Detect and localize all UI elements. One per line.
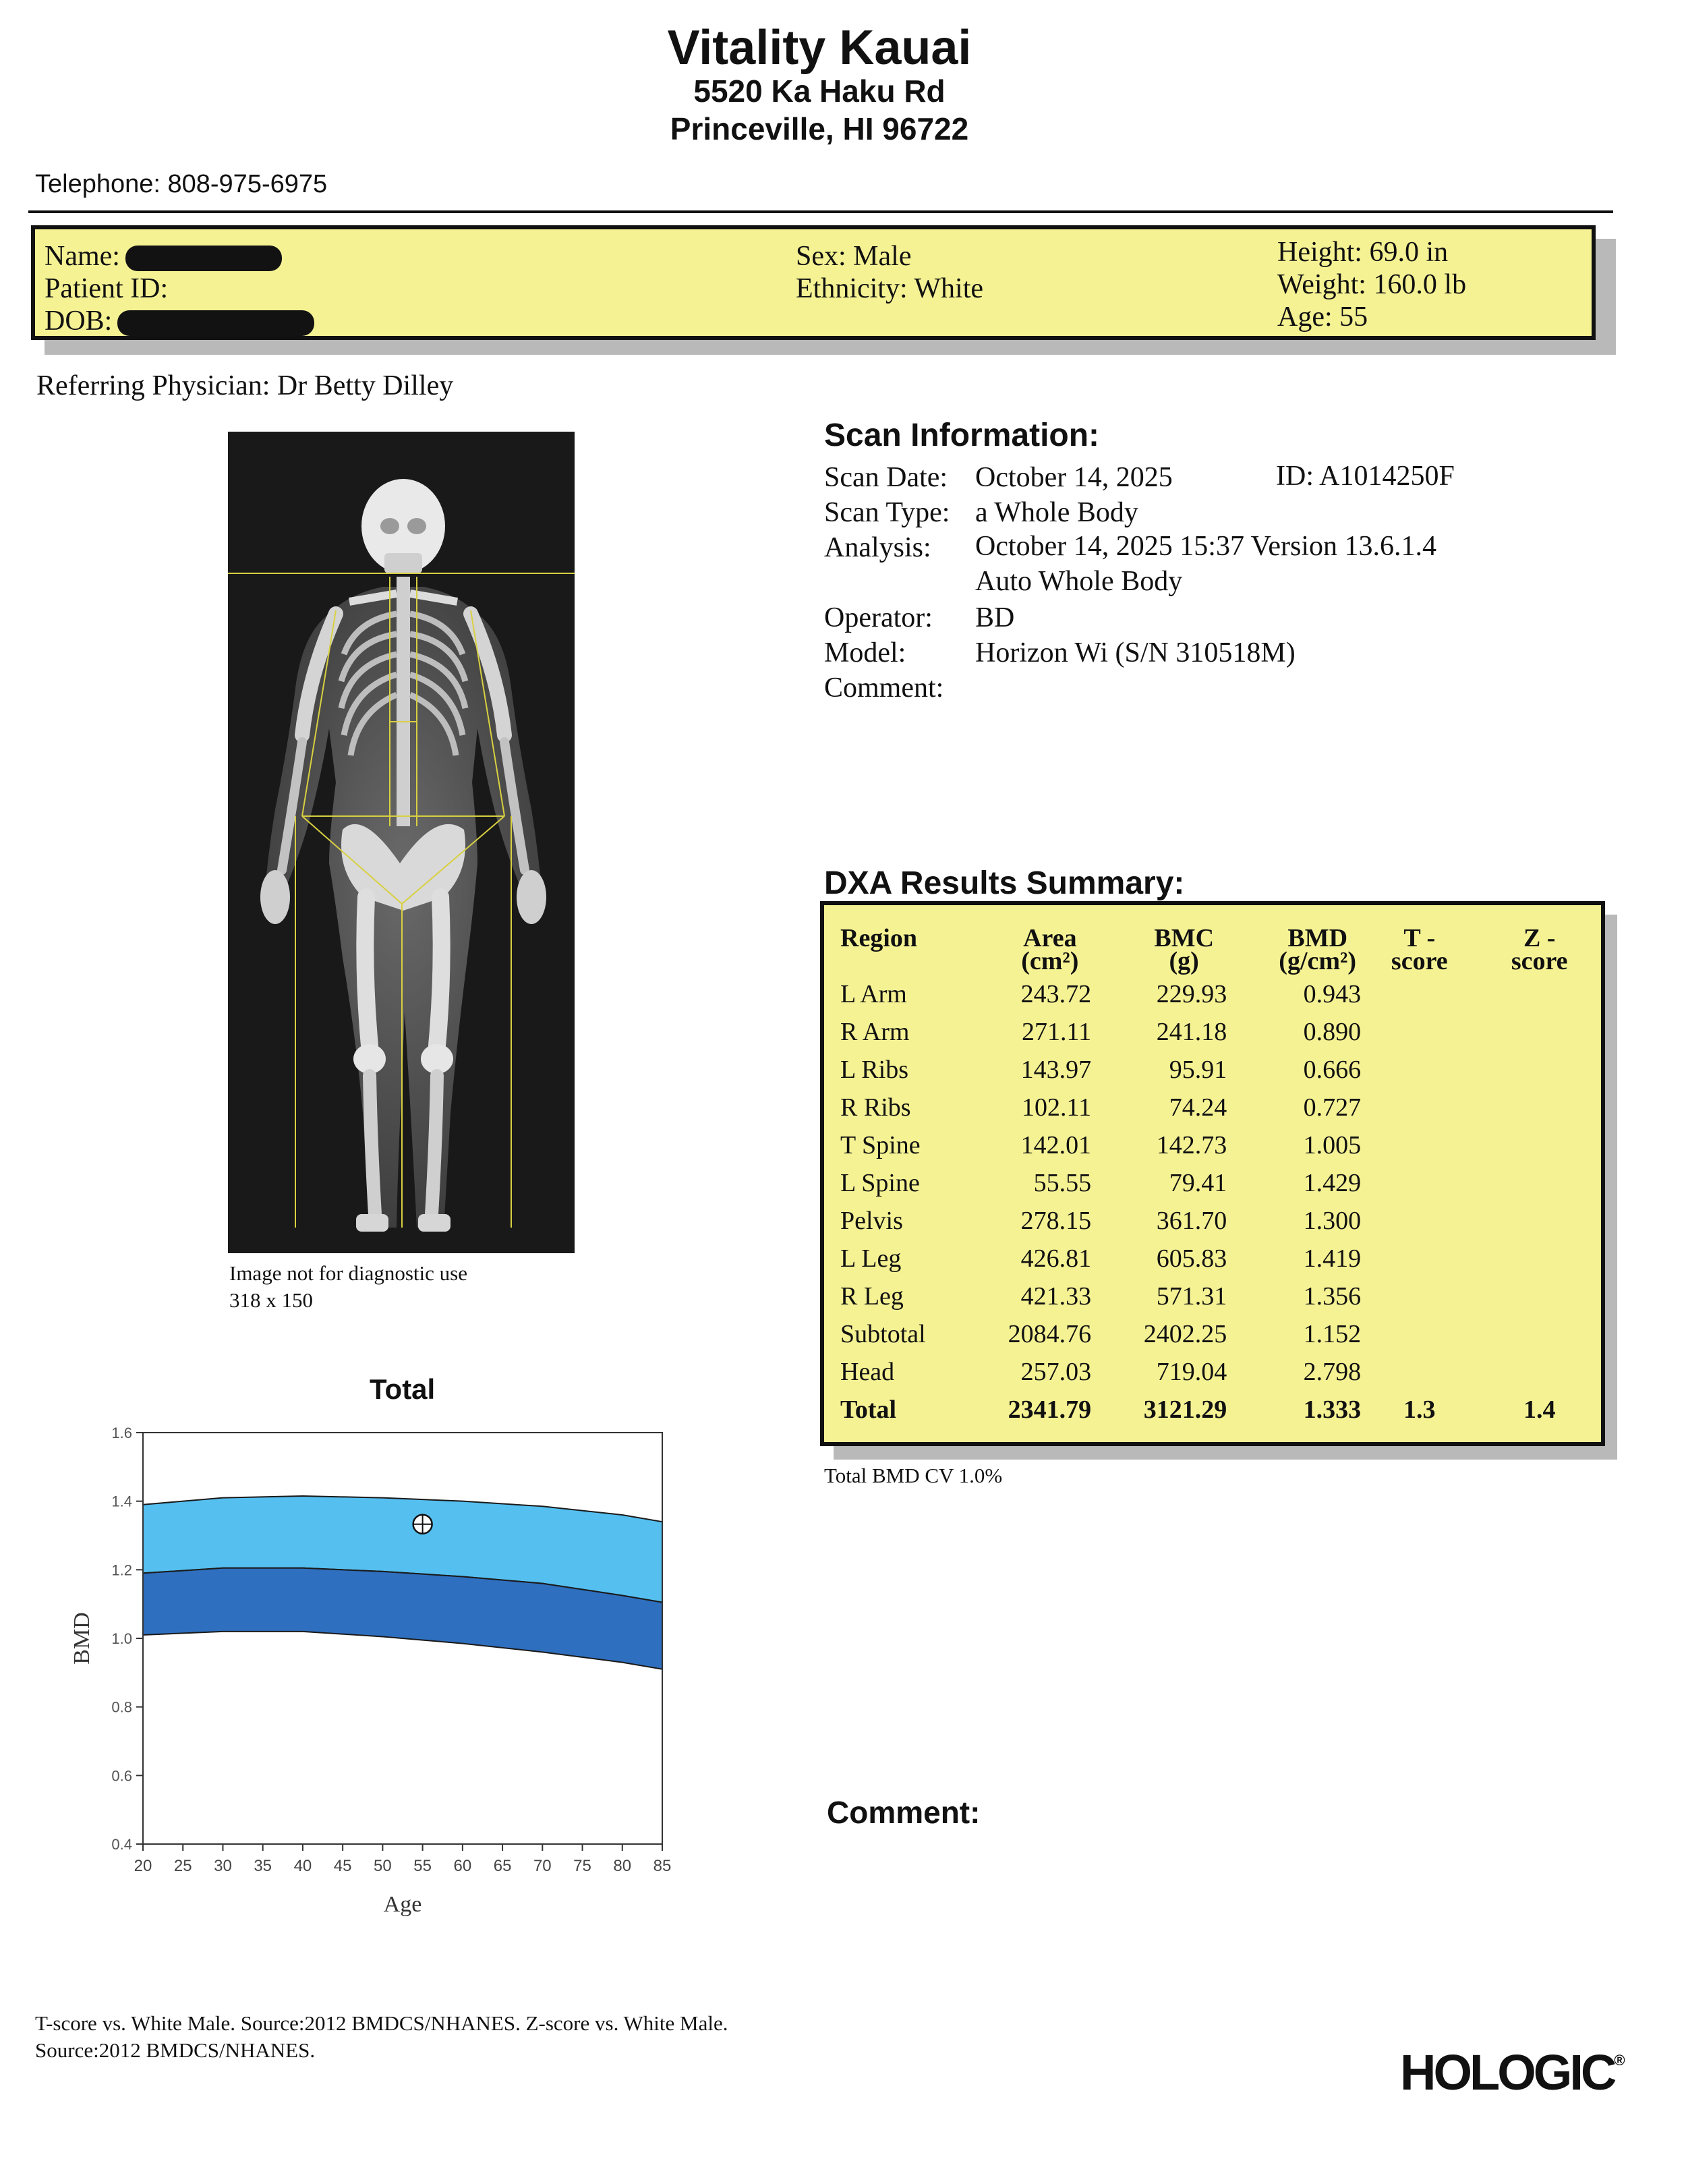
cell-t-score: 1.3	[1403, 1396, 1436, 1424]
cell-bmc: 571.31	[1156, 1282, 1227, 1311]
table-row	[824, 1164, 1601, 1202]
table-row	[824, 1240, 1601, 1277]
cell-bmd: 1.300	[1303, 1207, 1362, 1235]
patient-age: Age: 55	[1277, 301, 1368, 333]
analysis-value-line2: Auto Whole Body	[975, 566, 1183, 597]
cell-region: Pelvis	[840, 1207, 903, 1235]
clinic-telephone: Telephone: 808-975-6975	[35, 170, 328, 198]
cell-area: 278.15	[1020, 1207, 1092, 1235]
patient-name-label: Name:	[45, 241, 120, 272]
col-header-z-score: Z - score	[1511, 924, 1568, 975]
header-divider	[28, 210, 1613, 213]
cell-bmd: 1.005	[1303, 1131, 1362, 1159]
cell-area: 2084.76	[1008, 1320, 1092, 1348]
cell-bmd: 0.727	[1303, 1093, 1362, 1122]
cell-bmc: 361.70	[1156, 1207, 1227, 1235]
cell-region: Head	[840, 1358, 895, 1386]
scan-info-title: Scan Information:	[824, 418, 1100, 453]
cell-t-score	[1361, 1353, 1478, 1391]
cell-bmd: 1.152	[1303, 1320, 1362, 1348]
y-tick-label: 1.0	[111, 1630, 132, 1647]
operator-value: BD	[975, 602, 1015, 633]
comment-section-label: Comment:	[827, 1795, 981, 1830]
cell-z-score	[1478, 1353, 1601, 1391]
cell-z-score	[1478, 1240, 1601, 1277]
cell-region: L Leg	[840, 1244, 902, 1273]
redaction-mark	[125, 246, 282, 271]
scan-type-label: Scan Type:	[824, 497, 950, 528]
cell-t-score	[1361, 1202, 1478, 1240]
cell-region: R Leg	[840, 1282, 904, 1311]
clinic-address-line1: 5520 Ka Haku Rd	[693, 74, 946, 109]
cell-z-score	[1478, 1051, 1601, 1089]
y-tick-label: 1.2	[111, 1561, 132, 1579]
chart-title: Total	[370, 1373, 436, 1405]
y-axis-label: BMD	[69, 1612, 94, 1665]
patient-weight: Weight: 160.0 lb	[1277, 269, 1467, 300]
x-axis-label: Age	[383, 1892, 422, 1917]
hologic-logo: HOLOGIC®	[1400, 2044, 1625, 2100]
cell-bmc: 605.83	[1156, 1244, 1227, 1273]
cell-z-score	[1478, 1013, 1601, 1051]
cell-area: 421.33	[1020, 1282, 1092, 1311]
patient-info-box	[31, 225, 1596, 340]
cell-bmc: 3121.29	[1143, 1396, 1227, 1424]
patient-dob-label: DOB:	[45, 306, 113, 337]
x-tick-label: 60	[453, 1857, 472, 1875]
cell-z-score	[1478, 1089, 1601, 1126]
cell-bmc: 2402.25	[1143, 1320, 1227, 1348]
cell-bmd: 0.890	[1303, 1018, 1362, 1046]
reference-footnote-line2: Source:2012 BMDCS/NHANES.	[35, 2038, 316, 2062]
model-label: Model:	[824, 637, 906, 668]
model-value: Horizon Wi (S/N 310518M)	[975, 637, 1296, 668]
cell-bmd: 1.356	[1303, 1282, 1362, 1311]
cell-bmd: 1.333	[1303, 1396, 1362, 1424]
analysis-value: October 14, 2025 15:37 Version 13.6.1.4	[975, 531, 1436, 562]
image-size: 318 x 150	[229, 1288, 313, 1312]
scan-date-label: Scan Date:	[824, 462, 948, 493]
table-row	[824, 1353, 1601, 1391]
cell-area: 142.01	[1020, 1131, 1092, 1159]
cell-region: Subtotal	[840, 1320, 926, 1348]
cell-bmd: 2.798	[1303, 1358, 1362, 1386]
x-tick-label: 85	[653, 1857, 672, 1875]
cell-z-score	[1478, 975, 1601, 1013]
patient-name-row	[45, 240, 282, 272]
table-row	[824, 1013, 1601, 1051]
cell-area: 426.81	[1020, 1244, 1092, 1273]
bmd-reference-chart	[67, 1416, 701, 1929]
patient-height: Height: 69.0 in	[1277, 237, 1449, 268]
x-tick-label: 70	[533, 1857, 552, 1875]
col-header-bmd: BMD (g/cm²)	[1279, 924, 1357, 975]
cell-bmd: 0.666	[1303, 1056, 1362, 1084]
cell-bmc: 79.41	[1169, 1169, 1227, 1197]
table-row	[824, 1126, 1601, 1164]
scan-id: ID: A1014250F	[1276, 461, 1455, 492]
table-row	[824, 1202, 1601, 1240]
cell-region: R Arm	[840, 1018, 910, 1046]
col-header-bmc: BMC (g)	[1154, 924, 1215, 975]
reference-footnote: T-score vs. White Male. Source:2012 BMDCS/NHANES. Z-score vs. White Male.	[35, 2011, 728, 2035]
y-tick-label: 1.6	[111, 1425, 132, 1441]
x-tick-label: 35	[254, 1857, 272, 1875]
cell-bmc: 719.04	[1156, 1358, 1227, 1386]
cell-region: L Ribs	[840, 1056, 908, 1084]
cell-bmd: 1.429	[1303, 1169, 1362, 1197]
dxa-results-title: DXA Results Summary:	[824, 865, 1185, 901]
table-header-row	[824, 905, 1601, 975]
cell-t-score	[1361, 1240, 1478, 1277]
col-header-region: Region	[840, 924, 917, 952]
scan-comment-label: Comment:	[824, 672, 944, 703]
y-tick-label: 0.6	[111, 1767, 132, 1785]
cell-area: 143.97	[1020, 1056, 1092, 1084]
x-tick-label: 50	[374, 1857, 392, 1875]
cell-region: L Spine	[840, 1169, 920, 1197]
cell-region: R Ribs	[840, 1093, 911, 1122]
cell-region: T Spine	[840, 1131, 921, 1159]
table-row	[824, 1391, 1601, 1429]
cell-z-score	[1478, 1164, 1601, 1202]
redaction-mark	[117, 310, 314, 336]
cell-z-score	[1478, 1315, 1601, 1353]
cell-bmc: 74.24	[1169, 1093, 1227, 1122]
scan-type-value: a Whole Body	[975, 497, 1138, 528]
cell-area: 243.72	[1020, 980, 1092, 1008]
cell-bmd: 1.419	[1303, 1244, 1362, 1273]
cell-bmc: 95.91	[1169, 1056, 1227, 1084]
cell-area: 271.11	[1022, 1018, 1092, 1046]
cell-bmc: 229.93	[1156, 980, 1227, 1008]
cell-z-score	[1478, 1277, 1601, 1315]
dxa-whole-body-scan-image	[228, 432, 575, 1253]
table-row	[824, 975, 1601, 1013]
cell-area: 55.55	[1033, 1169, 1092, 1197]
chart-plot-area	[69, 1425, 671, 1917]
cell-bmc: 142.73	[1156, 1131, 1227, 1159]
patient-id-label: Patient ID:	[45, 273, 169, 304]
cell-t-score	[1361, 975, 1478, 1013]
table-row	[824, 1315, 1601, 1353]
x-tick-label: 80	[613, 1857, 632, 1875]
dxa-results-table	[824, 905, 1601, 1429]
total-bmd-cv: Total BMD CV 1.0%	[824, 1464, 1003, 1487]
x-tick-label: 75	[573, 1857, 591, 1875]
cell-area: 2341.79	[1008, 1396, 1092, 1424]
cell-z-score	[1478, 1202, 1601, 1240]
cell-t-score	[1361, 1013, 1478, 1051]
cell-t-score	[1361, 1051, 1478, 1089]
skeleton-drawing	[228, 432, 575, 1253]
y-tick-label: 0.4	[111, 1836, 132, 1853]
cell-t-score	[1361, 1164, 1478, 1202]
table-row	[824, 1277, 1601, 1315]
col-header-t-score: T - score	[1391, 924, 1448, 975]
x-tick-label: 45	[333, 1857, 352, 1875]
x-tick-label: 65	[493, 1857, 512, 1875]
cell-t-score	[1361, 1089, 1478, 1126]
table-row	[824, 1089, 1601, 1126]
cell-region: L Arm	[840, 980, 907, 1008]
x-tick-label: 55	[413, 1857, 432, 1875]
x-tick-label: 25	[173, 1857, 192, 1875]
patient-dob-row	[45, 305, 314, 337]
cell-t-score	[1361, 1315, 1478, 1353]
operator-label: Operator:	[824, 602, 933, 633]
x-tick-label: 40	[293, 1857, 312, 1875]
scan-date-value: October 14, 2025	[975, 462, 1173, 493]
table-row	[824, 1051, 1601, 1089]
y-tick-label: 1.4	[111, 1493, 132, 1510]
patient-sex: Sex: Male	[796, 241, 912, 272]
x-tick-label: 30	[214, 1857, 232, 1875]
patient-ethnicity: Ethnicity: White	[796, 273, 984, 304]
y-tick-label: 0.8	[111, 1698, 132, 1716]
referring-physician: Referring Physician: Dr Betty Dilley	[36, 370, 454, 401]
dxa-results-box	[820, 901, 1605, 1446]
cell-t-score	[1361, 1126, 1478, 1164]
image-disclaimer: Image not for diagnostic use	[229, 1261, 467, 1285]
cell-z-score	[1478, 1126, 1601, 1164]
cell-area: 102.11	[1022, 1093, 1092, 1122]
x-tick-label: 20	[134, 1857, 152, 1875]
cell-t-score	[1361, 1277, 1478, 1315]
analysis-label: Analysis:	[824, 532, 931, 563]
cell-bmd: 0.943	[1303, 980, 1362, 1008]
cell-region: Total	[840, 1396, 897, 1424]
col-header-area: Area (cm²)	[1021, 924, 1079, 975]
clinic-address-line2: Princeville, HI 96722	[670, 111, 969, 146]
cell-area: 257.03	[1020, 1358, 1092, 1386]
clinic-name: Vitality Kauai	[667, 21, 972, 75]
cell-bmc: 241.18	[1156, 1018, 1227, 1046]
cell-z-score: 1.4	[1523, 1396, 1556, 1424]
